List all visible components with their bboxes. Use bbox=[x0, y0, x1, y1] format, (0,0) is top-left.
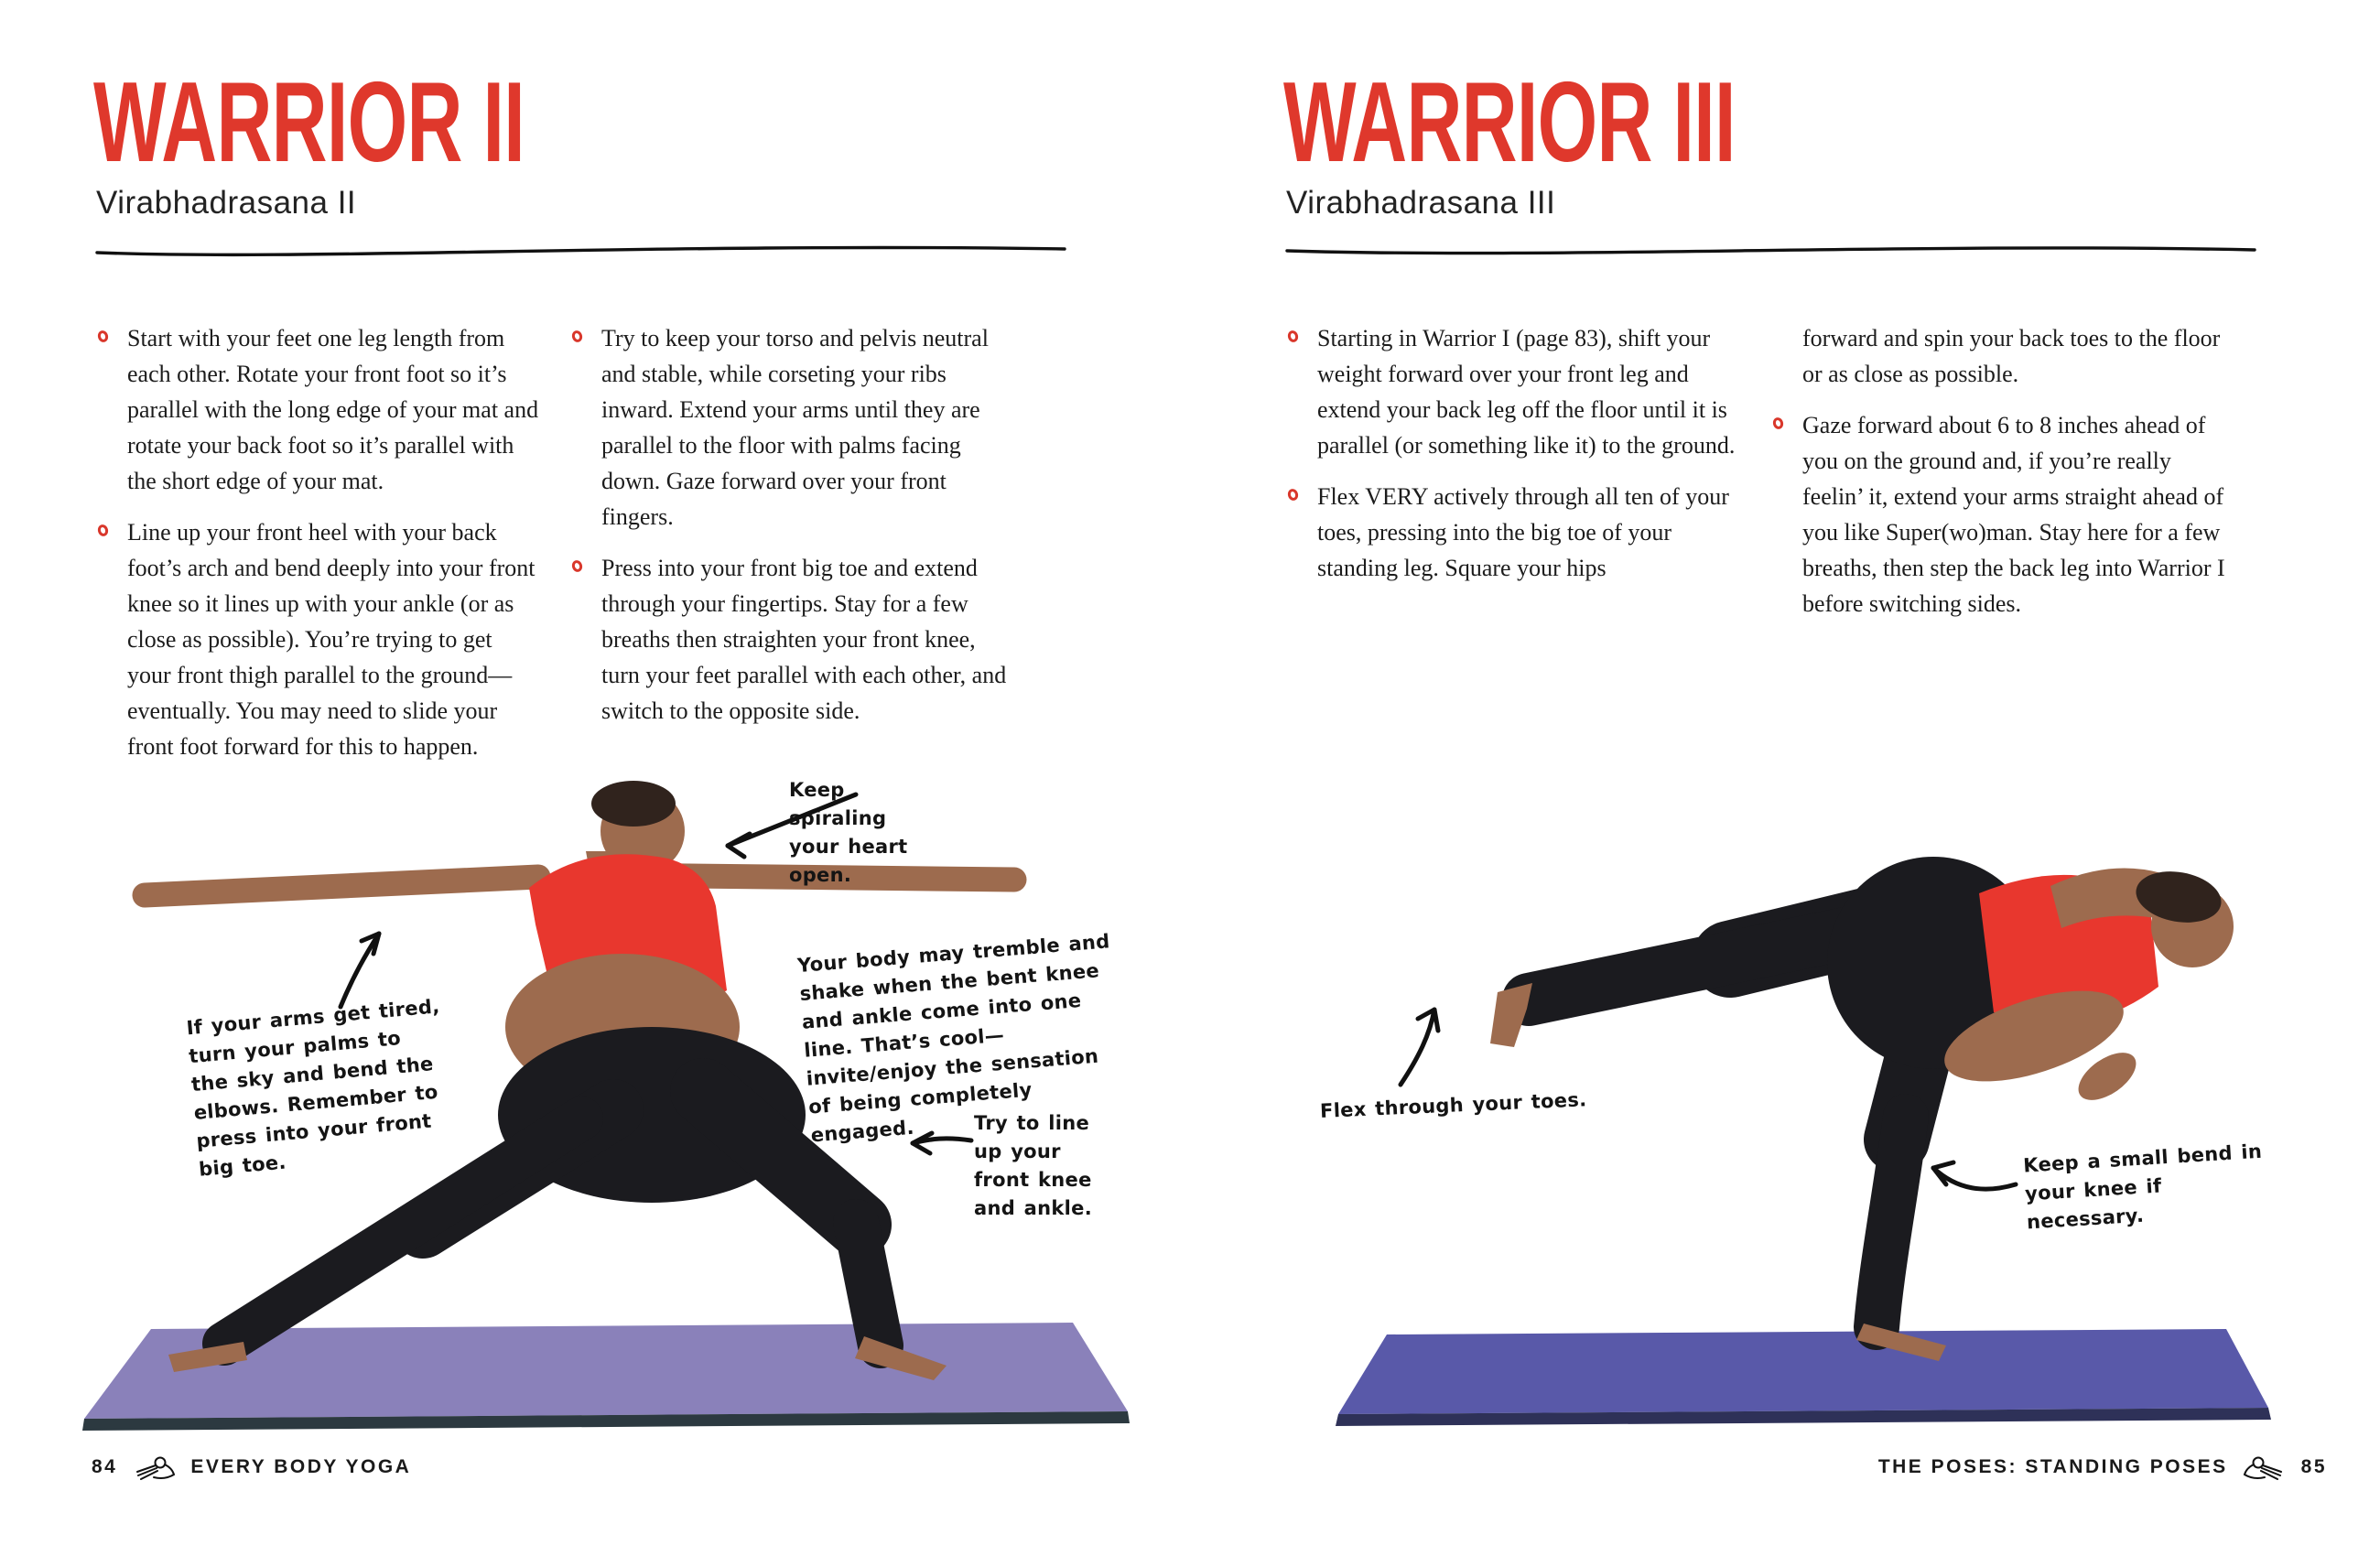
annotation-arms: If your arms get tired, turn your palms to the sky and bend the elbows. Remember to press into your front big toe. bbox=[185, 995, 441, 1181]
instruction-text: Gaze forward about 6 to 8 inches ahead of you on the ground and, if you’re really feelin’ it, extend your arms straight ahead of you like Super(wo)man. Stay here for a few breaths, then step the back leg into Warrior I before switching sides. bbox=[1802, 412, 2225, 617]
page-title-warrior-2: WARRIOR II bbox=[93, 59, 525, 186]
footer-left bbox=[92, 1453, 411, 1481]
instruction-bullet bbox=[96, 320, 541, 499]
arrow-to-shoulder-icon bbox=[709, 785, 865, 863]
instruction-bullet bbox=[1286, 479, 1740, 586]
instruction-text: Try to keep your torso and pelvis neutral and stable, while corseting your ribs inward. Extend your arms until they are parallel to the floor with palms facing down. Gaze forward over your front fingers. bbox=[601, 325, 989, 530]
annotation-tremble: Your body may tremble and shake when the bent knee and ankle come into one line. That’s cool—invite/enjoy the sensation of being completely engaged. bbox=[796, 930, 1111, 1147]
book-title: EVERY BODY YOGA bbox=[190, 1456, 412, 1477]
pose-sanskrit-name: Virabhadrasana III bbox=[1286, 185, 1556, 221]
red-bullet-icon bbox=[1286, 488, 1299, 502]
instructions-column-1 bbox=[1286, 320, 1740, 601]
instruction-text: Starting in Warrior I (page 83), shift your weight forward over your front leg and extend your back leg off the floor until it is parallel (or something like it) to the ground. bbox=[1317, 325, 1736, 459]
mudra-hand-icon bbox=[2243, 1453, 2287, 1481]
instruction-text: Flex VERY actively through all ten of your toes, pressing into the big toe of your standing leg. Square your hips bbox=[1317, 483, 1729, 581]
yoga-mat bbox=[1338, 1329, 2268, 1414]
page-title-warrior-3: WARRIOR III bbox=[1283, 59, 1736, 186]
red-bullet-icon bbox=[570, 559, 583, 574]
arrow-up-icon bbox=[331, 926, 395, 1010]
hand-drawn-divider bbox=[94, 241, 1069, 261]
warrior-3-photo bbox=[1300, 805, 2307, 1446]
annotation-heart: Keep spiraling your heart open. bbox=[789, 779, 908, 886]
red-bullet-icon bbox=[96, 330, 109, 344]
footer-right bbox=[1878, 1453, 2327, 1481]
red-bullet-icon bbox=[1286, 330, 1299, 344]
annotation-knee-ankle: Try to line up your front knee and ankle. bbox=[974, 1112, 1092, 1219]
instruction-bullet bbox=[96, 514, 541, 764]
annotation-toes: Flex through your toes. bbox=[1319, 1088, 1587, 1122]
instructions-column-2 bbox=[1771, 320, 2234, 637]
instruction-bullet bbox=[570, 320, 1019, 535]
arrow-left-icon bbox=[902, 1128, 977, 1159]
instruction-bullet bbox=[570, 550, 1019, 729]
annotation-knee-bend: Keep a small bend in your knee if necessary. bbox=[2022, 1140, 2263, 1234]
red-bullet-icon bbox=[570, 330, 583, 344]
arrow-left-icon bbox=[1920, 1151, 2021, 1199]
instructions-column-2 bbox=[570, 320, 1019, 744]
instructions-column-1 bbox=[96, 320, 541, 780]
instruction-text: Start with your feet one leg length from each other. Rotate your front foot so it’s parallel with the long edge of your mat and rotate your back foot so it’s parallel with the short edge of your mat. bbox=[127, 325, 539, 494]
red-bullet-icon bbox=[1771, 416, 1784, 431]
instruction-text: Line up your front heel with your back foot’s arch and bend deeply into your front knee so it lines up with your ankle (or as close as possible). You’re trying to get your front thigh parallel to the ground—eventually. You may need to slide your front foot forward for this to happen. bbox=[127, 519, 536, 760]
arrow-up-icon bbox=[1391, 1002, 1448, 1089]
page-number: 85 bbox=[2300, 1456, 2327, 1477]
pose-sanskrit-name: Virabhadrasana II bbox=[96, 185, 357, 221]
instruction-bullet bbox=[1286, 320, 1740, 463]
page-number: 84 bbox=[92, 1456, 118, 1477]
instruction-text: Press into your front big toe and extend through your fingertips. Stay for a few breaths then straighten your front knee, turn your feet parallel with each other, and switch to the opposite side. bbox=[601, 555, 1007, 724]
chapter-title: THE POSES: STANDING POSES bbox=[1877, 1456, 2228, 1477]
instruction-bullet bbox=[1771, 407, 2234, 621]
instruction-continuation: forward and spin your back toes to the floor or as close as possible. bbox=[1802, 325, 2221, 387]
hand-drawn-divider bbox=[1284, 241, 2259, 261]
red-bullet-icon bbox=[96, 524, 109, 538]
mudra-hand-icon bbox=[132, 1453, 176, 1481]
